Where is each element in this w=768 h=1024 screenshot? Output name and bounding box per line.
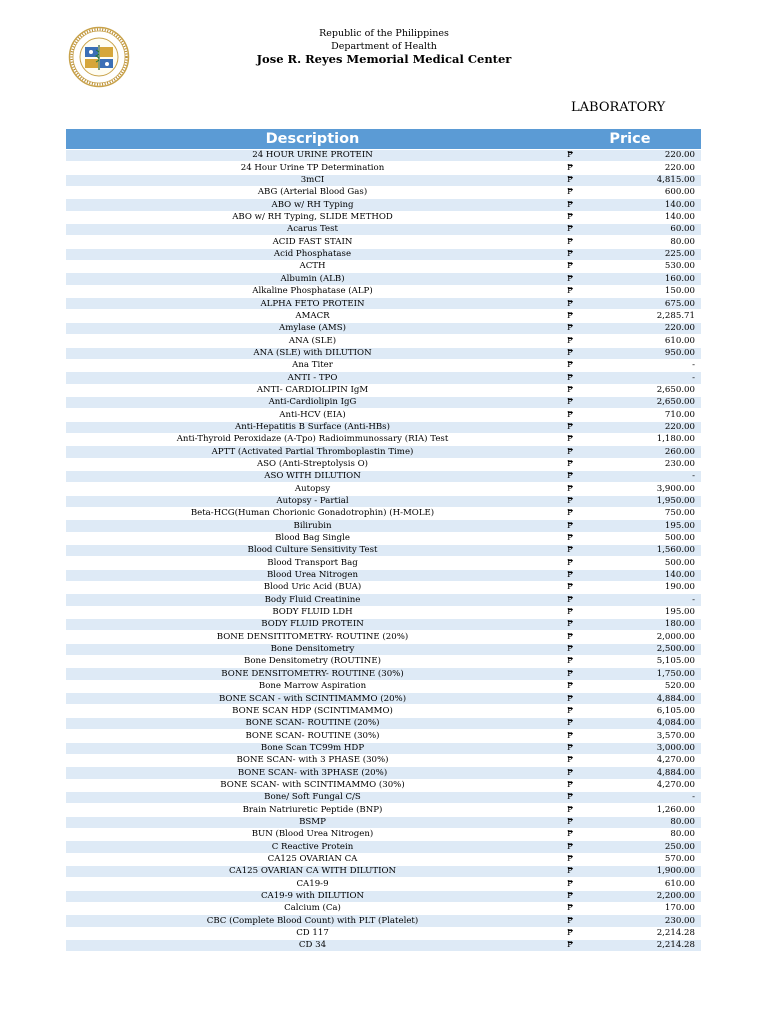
test-description: ACTH: [66, 261, 559, 273]
currency-symbol: ₱: [559, 199, 589, 211]
column-header-description: Description: [66, 129, 559, 150]
test-description: BODY FLUID LDH: [66, 606, 559, 618]
table-row: [66, 174, 701, 186]
table-row: [66, 816, 701, 828]
test-price: 2,650.00: [589, 396, 701, 408]
test-description: Brain Natriuretic Peptide (BNP): [66, 804, 559, 816]
table-row: [66, 261, 701, 273]
test-description: BODY FLUID PROTEIN: [66, 619, 559, 631]
table-row: [66, 841, 701, 853]
test-description: ABG (Arterial Blood Gas): [66, 187, 559, 199]
table-row: [66, 359, 701, 371]
test-price: 750.00: [589, 507, 701, 519]
test-price: 500.00: [589, 532, 701, 544]
test-price: 4,270.00: [589, 779, 701, 791]
test-description: BONE SCAN- ROUTINE (20%): [66, 717, 559, 729]
currency-symbol: ₱: [559, 507, 589, 519]
table-row: [66, 754, 701, 766]
table-row: [66, 865, 701, 877]
table-row: [66, 656, 701, 668]
currency-symbol: ₱: [559, 643, 589, 655]
test-price: 2,500.00: [589, 643, 701, 655]
test-price: 2,650.00: [589, 384, 701, 396]
currency-symbol: ₱: [559, 495, 589, 507]
test-price: -: [589, 359, 701, 371]
currency-symbol: ₱: [559, 359, 589, 371]
currency-symbol: ₱: [559, 631, 589, 643]
test-description: BONE SCAN- ROUTINE (30%): [66, 730, 559, 742]
test-price: 1,750.00: [589, 668, 701, 680]
currency-symbol: ₱: [559, 915, 589, 927]
test-price: 3,900.00: [589, 483, 701, 495]
section-title: LABORATORY: [571, 100, 666, 115]
table-row: [66, 470, 701, 482]
test-description: ANTI- CARDIOLIPIN IgM: [66, 384, 559, 396]
test-description: ANTI - TPO: [66, 372, 559, 384]
test-description: C Reactive Protein: [66, 841, 559, 853]
table-row: [66, 162, 701, 174]
test-price: 1,560.00: [589, 545, 701, 557]
test-price: 140.00: [589, 569, 701, 581]
currency-symbol: ₱: [559, 841, 589, 853]
test-price: 80.00: [589, 236, 701, 248]
currency-symbol: ₱: [559, 347, 589, 359]
test-price: 220.00: [589, 162, 701, 174]
currency-symbol: ₱: [559, 483, 589, 495]
table-row: [66, 717, 701, 729]
table-row: [66, 532, 701, 544]
currency-symbol: ₱: [559, 940, 589, 952]
currency-symbol: ₱: [559, 816, 589, 828]
table-row: [66, 433, 701, 445]
test-description: APTT (Activated Partial Thromboplastin Time): [66, 446, 559, 458]
currency-symbol: ₱: [559, 273, 589, 285]
currency-symbol: ₱: [559, 865, 589, 877]
table-row: [66, 458, 701, 470]
test-description: CA125 OVARIAN CA WITH DILUTION: [66, 865, 559, 877]
test-price: 5,105.00: [589, 656, 701, 668]
test-description: ABO w/ RH Typing, SLIDE METHOD: [66, 211, 559, 223]
currency-symbol: ₱: [559, 656, 589, 668]
table-row: [66, 298, 701, 310]
test-price: 2,214.28: [589, 927, 701, 939]
table-row: [66, 187, 701, 199]
table-row: [66, 285, 701, 297]
test-description: Amylase (AMS): [66, 322, 559, 334]
test-price: 180.00: [589, 619, 701, 631]
test-price: 140.00: [589, 211, 701, 223]
test-price: 220.00: [589, 421, 701, 433]
currency-symbol: ₱: [559, 828, 589, 840]
test-price: 225.00: [589, 248, 701, 260]
currency-symbol: ₱: [559, 211, 589, 223]
table-row: [66, 310, 701, 322]
test-price: 140.00: [589, 199, 701, 211]
table-row: [66, 940, 701, 952]
table-row: [66, 199, 701, 211]
currency-symbol: ₱: [559, 174, 589, 186]
currency-symbol: ₱: [559, 779, 589, 791]
test-description: Anti-Cardiolipin IgG: [66, 396, 559, 408]
test-price: 195.00: [589, 606, 701, 618]
table-row: [66, 631, 701, 643]
table-row: [66, 372, 701, 384]
test-description: ALPHA FETO PROTEIN: [66, 298, 559, 310]
test-price: 1,950.00: [589, 495, 701, 507]
table-row: [66, 853, 701, 865]
currency-symbol: ₱: [559, 619, 589, 631]
test-description: BUN (Blood Urea Nitrogen): [66, 828, 559, 840]
test-price: 250.00: [589, 841, 701, 853]
test-price: 2,200.00: [589, 890, 701, 902]
currency-symbol: ₱: [559, 261, 589, 273]
table-row: [66, 767, 701, 779]
test-price: 520.00: [589, 680, 701, 692]
test-description: Anti-Hepatitis B Surface (Anti-HBs): [66, 421, 559, 433]
currency-symbol: ₱: [559, 878, 589, 890]
currency-symbol: ₱: [559, 693, 589, 705]
test-price: 4,815.00: [589, 174, 701, 186]
currency-symbol: ₱: [559, 902, 589, 914]
table-row: [66, 396, 701, 408]
test-price: 150.00: [589, 285, 701, 297]
test-description: 24 HOUR URINE PROTEIN: [66, 150, 559, 162]
table-row: [66, 730, 701, 742]
currency-symbol: ₱: [559, 767, 589, 779]
test-description: ASO (Anti-Streptolysis O): [66, 458, 559, 470]
test-price: 4,270.00: [589, 754, 701, 766]
test-price: 3,570.00: [589, 730, 701, 742]
currency-symbol: ₱: [559, 532, 589, 544]
table-row: [66, 520, 701, 532]
test-description: Anti-Thyroid Peroxidaze (A-Tpo) Radioimmunossary (RIA) Test: [66, 433, 559, 445]
test-price: 950.00: [589, 347, 701, 359]
test-description: CA19-9 with DILUTION: [66, 890, 559, 902]
currency-symbol: ₱: [559, 853, 589, 865]
test-price: 190.00: [589, 582, 701, 594]
test-description: Autopsy - Partial: [66, 495, 559, 507]
currency-symbol: ₱: [559, 310, 589, 322]
table-row: [66, 680, 701, 692]
currency-symbol: ₱: [559, 248, 589, 260]
currency-symbol: ₱: [559, 545, 589, 557]
table-row: [66, 347, 701, 359]
table-row: [66, 236, 701, 248]
test-price: 570.00: [589, 853, 701, 865]
test-price: 610.00: [589, 335, 701, 347]
test-price: 80.00: [589, 816, 701, 828]
table-row: [66, 619, 701, 631]
test-description: Bone Densitometry (ROUTINE): [66, 656, 559, 668]
test-price: 2,000.00: [589, 631, 701, 643]
currency-symbol: ₱: [559, 754, 589, 766]
table-row: [66, 224, 701, 236]
table-row: [66, 273, 701, 285]
currency-symbol: ₱: [559, 446, 589, 458]
test-description: BONE SCAN- with SCINTIMAMMO (30%): [66, 779, 559, 791]
test-description: BONE SCAN HDP (SCINTIMAMMO): [66, 705, 559, 717]
currency-symbol: ₱: [559, 322, 589, 334]
test-description: Albumin (ALB): [66, 273, 559, 285]
currency-symbol: ₱: [559, 582, 589, 594]
currency-symbol: ₱: [559, 804, 589, 816]
currency-symbol: ₱: [559, 606, 589, 618]
test-description: Anti-HCV (EIA): [66, 409, 559, 421]
header-republic: Republic of the Philippines: [319, 28, 449, 39]
currency-symbol: ₱: [559, 791, 589, 803]
test-price: -: [589, 594, 701, 606]
test-price: 195.00: [589, 520, 701, 532]
currency-symbol: ₱: [559, 458, 589, 470]
currency-symbol: ₱: [559, 705, 589, 717]
table-row: [66, 902, 701, 914]
currency-symbol: ₱: [559, 224, 589, 236]
test-price: 500.00: [589, 557, 701, 569]
test-price: 230.00: [589, 458, 701, 470]
test-description: Bone/ Soft Fungal C/S: [66, 791, 559, 803]
test-description: Beta-HCG(Human Chorionic Gonadotrophin) (H-MOLE): [66, 507, 559, 519]
test-description: Blood Uric Acid (BUA): [66, 582, 559, 594]
test-description: CA19-9: [66, 878, 559, 890]
currency-symbol: ₱: [559, 680, 589, 692]
currency-symbol: ₱: [559, 730, 589, 742]
test-price: 160.00: [589, 273, 701, 285]
test-price: 260.00: [589, 446, 701, 458]
test-description: BONE SCAN- with 3PHASE (20%): [66, 767, 559, 779]
currency-symbol: ₱: [559, 569, 589, 581]
currency-symbol: ₱: [559, 396, 589, 408]
table-row: [66, 927, 701, 939]
currency-symbol: ₱: [559, 285, 589, 297]
test-price: 220.00: [589, 322, 701, 334]
test-price: 1,900.00: [589, 865, 701, 877]
test-description: BONE SCAN - with SCINTIMAMMO (20%): [66, 693, 559, 705]
test-description: BONE SCAN- with 3 PHASE (30%): [66, 754, 559, 766]
test-description: ABO w/ RH Typing: [66, 199, 559, 211]
currency-symbol: ₱: [559, 668, 589, 680]
currency-symbol: ₱: [559, 594, 589, 606]
table-row: [66, 211, 701, 223]
test-price: -: [589, 470, 701, 482]
currency-symbol: ₱: [559, 717, 589, 729]
test-description: Blood Culture Sensitivity Test: [66, 545, 559, 557]
test-description: Bone Scan TC99m HDP: [66, 742, 559, 754]
table-row: [66, 483, 701, 495]
test-description: CA125 OVARIAN CA: [66, 853, 559, 865]
test-price: 710.00: [589, 409, 701, 421]
test-description: Bone Densitometry: [66, 643, 559, 655]
test-description: ANA (SLE): [66, 335, 559, 347]
price-table: [66, 129, 701, 952]
test-description: Acarus Test: [66, 224, 559, 236]
test-description: CD 34: [66, 940, 559, 952]
table-row: [66, 507, 701, 519]
currency-symbol: ₱: [559, 927, 589, 939]
price-table-body: [66, 150, 701, 952]
column-header-price: Price: [559, 129, 701, 150]
currency-symbol: ₱: [559, 421, 589, 433]
test-description: 24 Hour Urine TP Determination: [66, 162, 559, 174]
test-price: 170.00: [589, 902, 701, 914]
currency-symbol: ₱: [559, 162, 589, 174]
table-row: [66, 828, 701, 840]
table-row: [66, 742, 701, 754]
test-price: 6,105.00: [589, 705, 701, 717]
test-price: 1,260.00: [589, 804, 701, 816]
currency-symbol: ₱: [559, 298, 589, 310]
test-description: Calcium (Ca): [66, 902, 559, 914]
currency-symbol: ₱: [559, 187, 589, 199]
test-description: ANA (SLE) with DILUTION: [66, 347, 559, 359]
table-row: [66, 150, 701, 162]
test-description: ACID FAST STAIN: [66, 236, 559, 248]
test-description: Blood Urea Nitrogen: [66, 569, 559, 581]
table-row: [66, 915, 701, 927]
test-price: 4,884.00: [589, 767, 701, 779]
currency-symbol: ₱: [559, 150, 589, 162]
test-description: Body Fluid Creatinine: [66, 594, 559, 606]
table-row: [66, 409, 701, 421]
test-price: 4,884.00: [589, 693, 701, 705]
table-row: [66, 421, 701, 433]
currency-symbol: ₱: [559, 335, 589, 347]
test-price: 2,214.28: [589, 940, 701, 952]
test-description: Bone Marrow Aspiration: [66, 680, 559, 692]
test-price: 60.00: [589, 224, 701, 236]
currency-symbol: ₱: [559, 742, 589, 754]
test-price: 230.00: [589, 915, 701, 927]
currency-symbol: ₱: [559, 557, 589, 569]
table-row: [66, 643, 701, 655]
table-row: [66, 248, 701, 260]
test-description: Alkaline Phosphatase (ALP): [66, 285, 559, 297]
test-description: BONE DENSITOMETRY- ROUTINE (30%): [66, 668, 559, 680]
test-description: Ana Titer: [66, 359, 559, 371]
test-price: 600.00: [589, 187, 701, 199]
test-description: Blood Transport Bag: [66, 557, 559, 569]
currency-symbol: ₱: [559, 384, 589, 396]
table-row: [66, 705, 701, 717]
test-description: CD 117: [66, 927, 559, 939]
test-description: BSMP: [66, 816, 559, 828]
currency-symbol: ₱: [559, 520, 589, 532]
test-description: Bilirubin: [66, 520, 559, 532]
test-price: 610.00: [589, 878, 701, 890]
table-row: [66, 569, 701, 581]
test-price: 530.00: [589, 261, 701, 273]
table-row: [66, 890, 701, 902]
header-hospital-name: Jose R. Reyes Memorial Medical Center: [256, 52, 512, 66]
table-row: [66, 545, 701, 557]
test-price: 220.00: [589, 150, 701, 162]
table-row: [66, 878, 701, 890]
table-row: [66, 582, 701, 594]
test-price: -: [589, 372, 701, 384]
currency-symbol: ₱: [559, 236, 589, 248]
table-header-row: [66, 129, 701, 150]
table-row: [66, 495, 701, 507]
table-row: [66, 791, 701, 803]
table-row: [66, 557, 701, 569]
table-row: [66, 779, 701, 791]
test-price: 2,285.71: [589, 310, 701, 322]
table-row: [66, 606, 701, 618]
currency-symbol: ₱: [559, 470, 589, 482]
table-row: [66, 693, 701, 705]
test-description: AMACR: [66, 310, 559, 322]
test-description: CBC (Complete Blood Count) with PLT (Platelet): [66, 915, 559, 927]
table-row: [66, 804, 701, 816]
test-description: ASO WITH DILUTION: [66, 470, 559, 482]
test-price: 1,180.00: [589, 433, 701, 445]
table-row: [66, 594, 701, 606]
currency-symbol: ₱: [559, 433, 589, 445]
table-row: [66, 384, 701, 396]
test-description: 3mCI: [66, 174, 559, 186]
test-price: -: [589, 791, 701, 803]
table-row: [66, 668, 701, 680]
table-row: [66, 335, 701, 347]
currency-symbol: ₱: [559, 372, 589, 384]
test-description: Autopsy: [66, 483, 559, 495]
table-row: [66, 322, 701, 334]
test-price: 80.00: [589, 828, 701, 840]
test-description: Acid Phosphatase: [66, 248, 559, 260]
currency-symbol: ₱: [559, 890, 589, 902]
test-price: 675.00: [589, 298, 701, 310]
test-description: BONE DENSITITOMETRY- ROUTINE (20%): [66, 631, 559, 643]
test-price: 4,084.00: [589, 717, 701, 729]
test-price: 3,000.00: [589, 742, 701, 754]
table-row: [66, 446, 701, 458]
currency-symbol: ₱: [559, 409, 589, 421]
test-description: Blood Bag Single: [66, 532, 559, 544]
header-department: Department of Health: [331, 41, 437, 52]
